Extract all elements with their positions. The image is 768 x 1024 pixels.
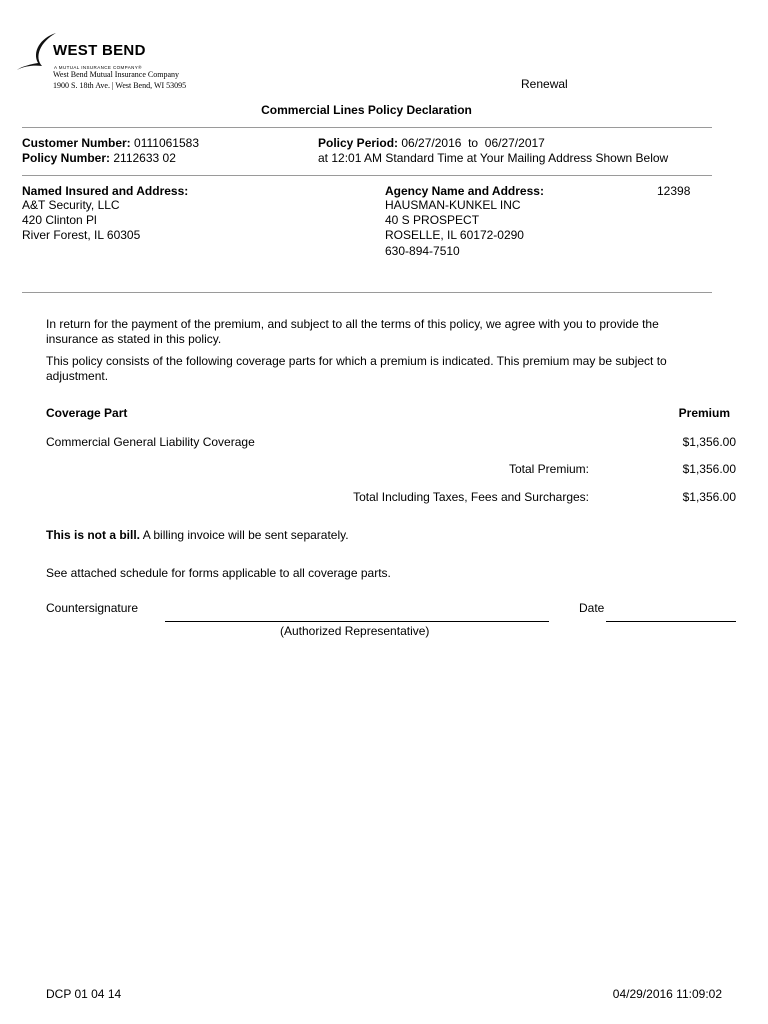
policy-number: Policy Number: 2112633 02 [22, 151, 176, 165]
page-title: Commercial Lines Policy Declaration [261, 103, 472, 117]
terms-paragraph: In return for the payment of the premium, and subject to all the terms of this policy, we agree with you to provide the insurance as stated in this policy. [46, 317, 659, 346]
print-timestamp: 04/29/2016 11:09:02 [612, 987, 722, 1001]
total-taxes-value: $1,356.00 [682, 490, 736, 504]
company-name-line: West Bend Mutual Insurance Company [53, 70, 179, 79]
policy-status: Renewal [521, 77, 568, 91]
insured-name: A&T Security, LLC [22, 198, 120, 212]
agency-street: 40 S PROSPECT [385, 213, 480, 227]
coverage-parts-paragraph: This policy consists of the following coverage parts for which a premium is indicated. This premium may be subject to adjustment. [46, 354, 667, 383]
date-label: Date [579, 601, 605, 615]
divider [22, 127, 712, 128]
total-premium-label: Total Premium: [508, 462, 589, 476]
policy-period: Policy Period: 06/27/2016 to 06/27/2017 [318, 136, 545, 150]
insured-city: River Forest, IL 60305 [22, 228, 141, 242]
policy-period-note: at 12:01 AM Standard Time at Your Mailing Address Shown Below [318, 151, 669, 165]
form-code: DCP 01 04 14 [46, 987, 122, 1001]
premium-header: Premium [678, 406, 730, 420]
countersignature-label: Countersignature [46, 601, 139, 615]
divider [22, 292, 712, 293]
insured-label: Named Insured and Address: [22, 184, 189, 198]
total-taxes-label: Total Including Taxes, Fees and Surcharges: [353, 490, 589, 504]
agency-city: ROSELLE, IL 60172-0290 [385, 228, 524, 242]
countersignature-line [165, 621, 549, 622]
logo-tagline: A MUTUAL INSURANCE COMPANY® [54, 65, 142, 70]
schedule-notice: See attached schedule for forms applicable to all coverage parts. [46, 566, 391, 580]
company-address-line: 1900 S. 18th Ave. | West Bend, WI 53095 [53, 81, 187, 90]
coverage-part-header: Coverage Part [46, 406, 128, 420]
logo-wordmark: WEST BEND [53, 42, 146, 59]
agency-phone: 630-894-7510 [385, 244, 460, 258]
total-premium-value: $1,356.00 [682, 462, 736, 476]
agency-name: HAUSMAN-KUNKEL INC [385, 198, 521, 212]
divider [22, 175, 712, 176]
premium-cell: $1,356.00 [682, 435, 736, 449]
authorized-representative-label: (Authorized Representative) [280, 624, 430, 638]
customer-number: Customer Number: 0111061583 [22, 136, 199, 150]
agency-label: Agency Name and Address: [385, 184, 544, 198]
not-a-bill-notice: This is not a bill. A billing invoice will be sent separately. [46, 528, 349, 542]
date-line [606, 621, 736, 622]
coverage-part-cell: Commercial General Liability Coverage [46, 435, 255, 449]
insured-street: 420 Clinton Pl [22, 213, 97, 227]
agency-code: 12398 [657, 184, 691, 198]
